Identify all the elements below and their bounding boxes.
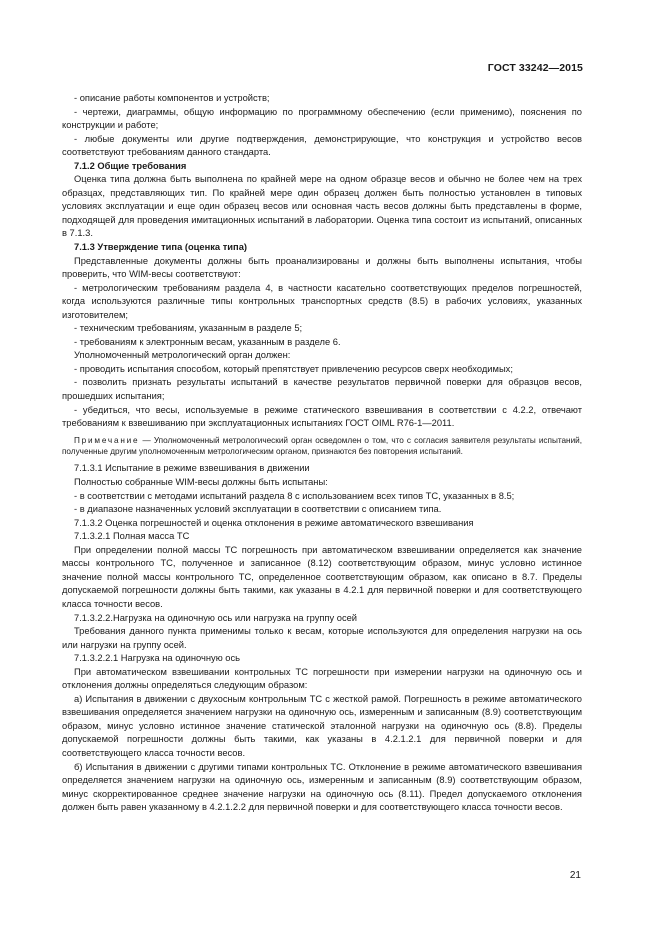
paragraph-text: - чертежи, диаграммы, общую информацию по программному обеспечению (если применимо), пояснения по конструкции и работе;	[62, 106, 582, 131]
paragraph-text: 7.1.3 Утверждение типа (оценка типа)	[74, 242, 248, 253]
paragraph	[62, 322, 582, 336]
paragraph-text: 7.1.3.2 Оценка погрешностей и оценка отклонения в режиме автоматического взвешивания	[74, 517, 474, 528]
paragraph	[62, 282, 582, 323]
paragraph-text: - описание работы компонентов и устройств;	[74, 93, 270, 103]
paragraph-text: а) Испытания в движении с двухосным контрольным ТС с жесткой рамой. Погрешность в режиме автоматического взвешивания определяется значением нагрузки на одиночную ось, измеренным и записанным (8.9) соответствующим образом, минус условно истинное значение статической эталонной нагрузки на одиночную ось (8.8). Пределы допускаемой погрешности должны быть такими, как указаны в 4.2.1.2.1 для первичной поверки и для соответствующего класса точности весов.	[62, 693, 582, 758]
paragraph	[62, 517, 582, 531]
paragraph-text: - в диапазоне назначенных условий эксплуатации в соответствии с описанием типа.	[74, 504, 442, 515]
paragraph	[62, 404, 582, 431]
section-heading	[62, 160, 582, 174]
note-label: Примечание	[74, 435, 140, 445]
paragraph	[62, 476, 582, 490]
paragraph	[62, 336, 582, 350]
paragraph	[62, 612, 582, 626]
paragraph-text: Представленные документы должны быть проанализированы и должны быть выполнены испытания, чтобы проверить, что WIM-весы соответствуют:	[62, 255, 582, 280]
paragraph	[62, 693, 582, 761]
paragraph	[62, 544, 582, 612]
paragraph-text: - позволить признать результаты испытаний в качестве результатов первичной поверки для образцов весов, прошедших испытания;	[62, 377, 582, 402]
paragraph-text: Оценка типа должна быть выполнена по крайней мере на одном образце весов и обычно не более чем на трех образцах, представляющих тип. По крайней мере один образец должен быть полностью установлен в типовых условиях эксплуатации и еще один образец весов или основная часть весов должны быть представлены в форме, подходящей для проведения имитационных испытаний в лаборатории. Оценка типа состоит из испытаний, описанных в 7.1.3.	[62, 174, 582, 239]
paragraph-text: 7.1.3.2.2.1 Нагрузка на одиночную ось	[74, 653, 241, 664]
paragraph	[62, 349, 582, 363]
paragraph-text: - метрологическим требованиям раздела 4, в частности касательно соответствующих пределов погрешностей, когда используются различные типы контрольных транспортных средств (8.5) в рабочих условиях, указанных изготовителем;	[62, 282, 582, 320]
paragraph-text: - в соответствии с методами испытаний раздела 8 с использованием всех типов ТС, указанных в 8.5;	[74, 490, 515, 501]
paragraph-text: - проводить испытания способом, который препятствует привлечению ресурсов сверх необходимых;	[74, 363, 513, 374]
paragraph-text: - убедиться, что весы, используемые в режиме статического взвешивания в соответствии с 4.2.2, отвечают требованиям к взвешиванию при эксплуатационных испытаниях ГОСТ OIML R76-1—2011.	[62, 404, 582, 429]
paragraph	[62, 173, 582, 241]
paragraph	[62, 255, 582, 282]
paragraph	[62, 503, 582, 517]
paragraph	[62, 666, 582, 693]
paragraph-text: 7.1.2 Общие требования	[74, 160, 187, 171]
paragraph-text: - требованиям к электронным весам, указанным в разделе 6.	[74, 336, 341, 347]
paragraph	[62, 761, 582, 815]
paragraph-text: Уполномоченный метрологический орган должен:	[74, 350, 291, 361]
paragraph	[62, 133, 582, 160]
paragraph	[62, 462, 582, 476]
paragraph-text: 7.1.3.2.1 Полная масса ТС	[74, 531, 190, 542]
paragraph	[62, 530, 582, 544]
paragraph	[62, 376, 582, 403]
paragraph-text: Полностью собранные WIM-весы должны быть испытаны:	[74, 477, 328, 488]
paragraph	[62, 490, 582, 504]
section-heading	[62, 241, 582, 255]
paragraph-text: 7.1.3.1 Испытание в режиме взвешивания в движении	[74, 463, 310, 474]
paragraph	[62, 363, 582, 377]
document-header: ГОСТ 33242—2015	[487, 62, 583, 74]
paragraph	[62, 625, 582, 652]
paragraph	[62, 652, 582, 666]
page-number: 21	[569, 870, 581, 881]
note-paragraph	[62, 435, 582, 458]
paragraph	[62, 92, 582, 106]
paragraph-text: 7.1.3.2.2.Нагрузка на одиночную ось или нагрузка на группу осей	[74, 612, 358, 623]
paragraph	[62, 106, 582, 133]
paragraph-text: - любые документы или другие подтверждения, демонстрирующие, что конструкция и устройство весов соответствуют требованиям данного стандарта.	[62, 133, 582, 158]
paragraph-text: - техническим требованиям, указанным в разделе 5;	[74, 323, 303, 334]
paragraph-text: При определении полной массы ТС погрешность при автоматическом взвешивании определяется как значение массы контрольного ТС, полученное и записанное (8.12) соответствующим образом, минус условно истинное значение полной массы контрольного ТС, определенное соответствующим образом, как описано в 8.7. Пределы допускаемой погрешности должны быть такими, как указаны в 4.2.1 для первичной поверки и для соответствующего класса точности весов.	[62, 544, 582, 609]
paragraph-text: б) Испытания в движении с другими типами контрольных ТС. Отклонение в режиме автоматического взвешивания определяется значением нагрузки на одиночную ось, измеренным и записанным (8.9) соответствующим образом, минус скорректированное среднее значение нагрузки на одиночную ось (8.11). Предел допускаемого отклонения должен быть равен указанному в 4.2.1.2.2 для первичной поверки и для соответствующего класса точности весов.	[62, 761, 582, 813]
paragraph-text: Требования данного пункта применимы только к весам, которые используются для определения нагрузки на ось или нагрузки на группу осей.	[62, 626, 582, 650]
document-body	[62, 92, 582, 815]
paragraph-text: — Уполномоченный метрологический орган осведомлен о том, что с согласия заявителя результаты испытаний, полученные другим уполномоченным метрологическим органом, признаются без повторения испытаний.	[62, 435, 582, 457]
paragraph-text: При автоматическом взвешивании контрольных ТС погрешности при измерении нагрузки на одиночную ось и отклонения должны определяться следующим образом:	[62, 666, 582, 691]
